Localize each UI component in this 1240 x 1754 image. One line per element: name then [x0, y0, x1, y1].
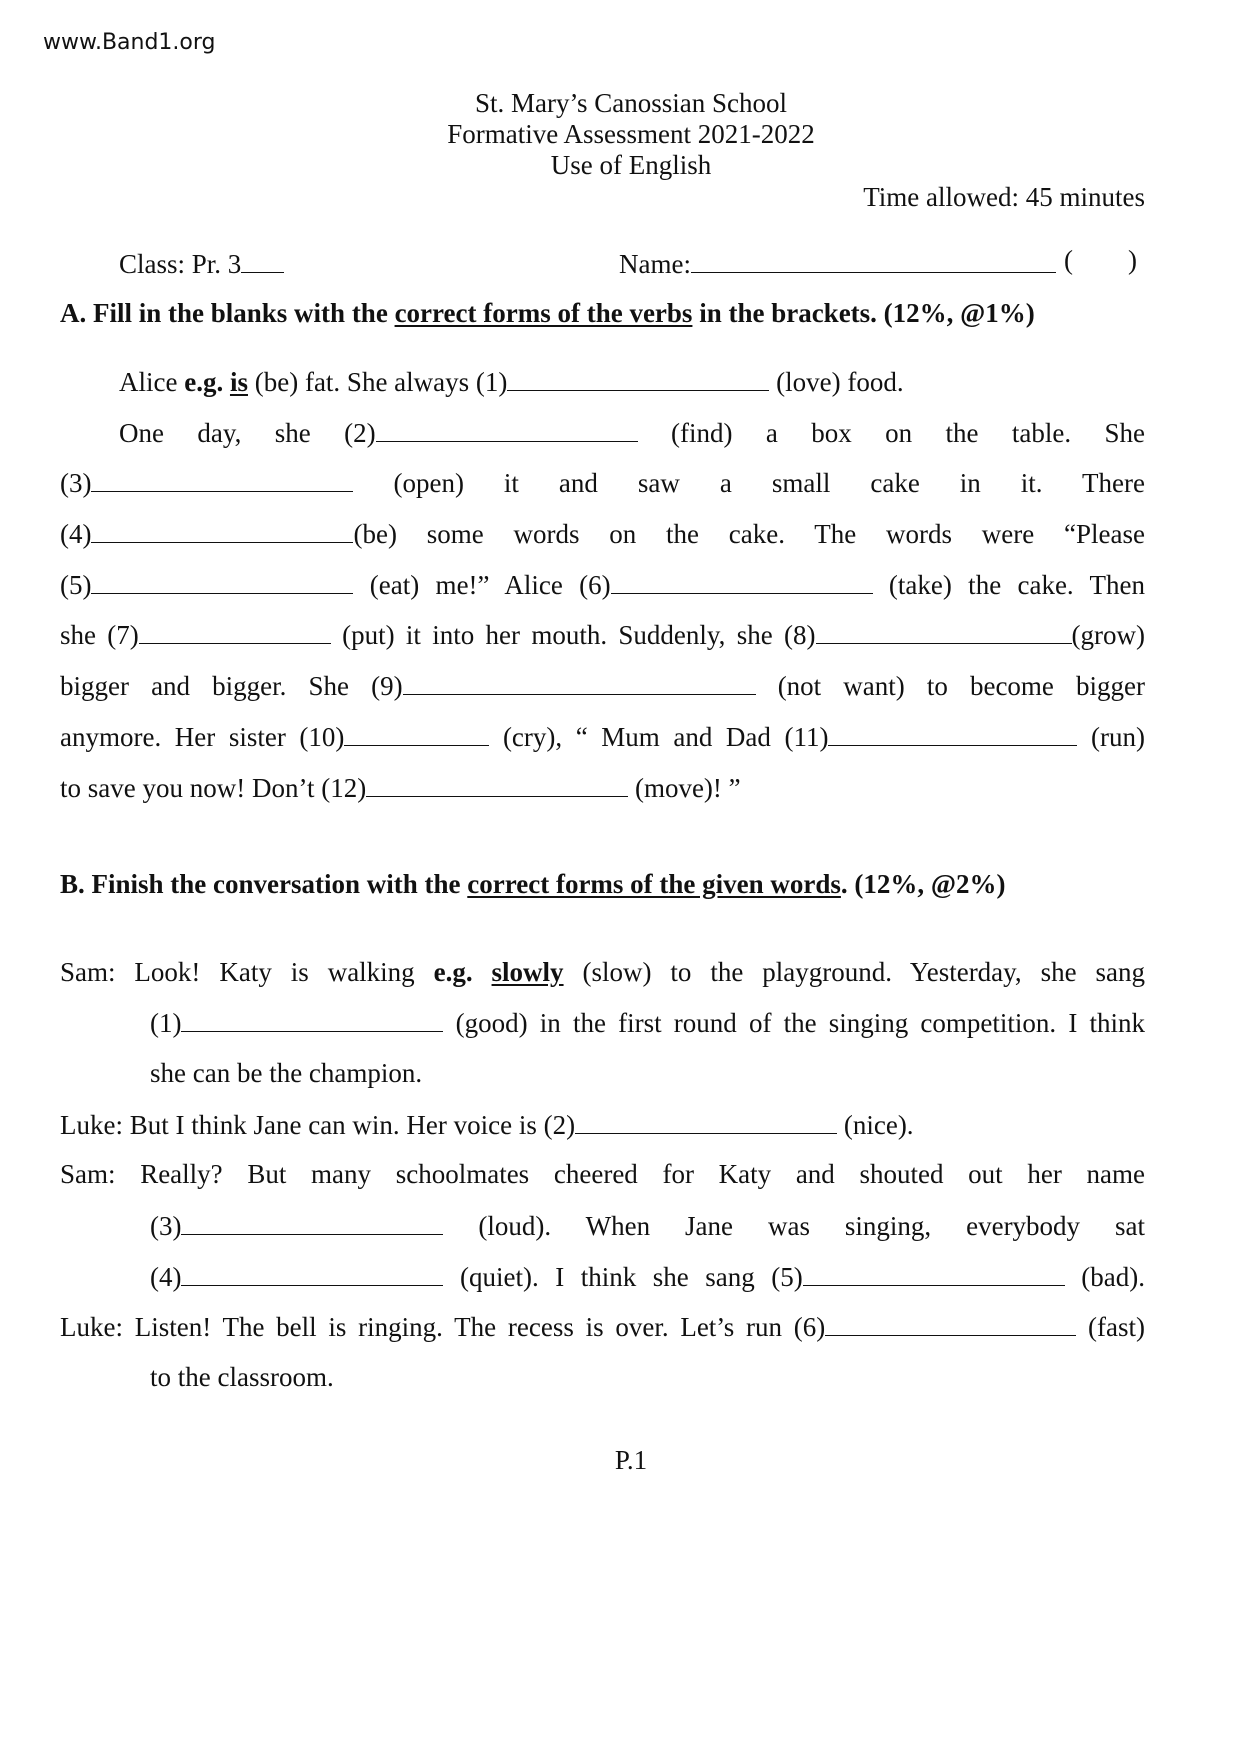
text [223, 367, 230, 397]
text: (move)! ” [628, 773, 741, 803]
text: (open) it and saw a small cake in it. There [353, 468, 1145, 498]
class-blank[interactable] [241, 245, 284, 273]
text: (4) [60, 519, 92, 549]
assessment-title: Formative Assessment 2021-2022 [447, 119, 815, 149]
text: (love) food. [776, 367, 904, 397]
b-line-2 [150, 1004, 1145, 1040]
text: to save you now! Don’t (12) [60, 773, 367, 803]
answer-blank-b6[interactable] [825, 1308, 1076, 1336]
example-answer: slowly [491, 957, 564, 987]
text: (3) [60, 468, 92, 498]
name-field [619, 245, 1056, 280]
text: Sam: Really? But many schoolmates cheered for Katy and shouted out her name [60, 1159, 1145, 1189]
b-line-1 [60, 954, 1145, 990]
text: Luke: But I think Jane can win. Her voice is (2) [60, 1110, 576, 1140]
a-line-2 [119, 414, 1145, 450]
text: (put) it into her mouth. Suddenly, she (8) [330, 620, 816, 650]
b-line-6 [150, 1207, 1145, 1243]
class-field [119, 245, 284, 280]
answer-blank-a3[interactable] [91, 464, 353, 492]
a-line-9 [60, 769, 741, 805]
school-name: St. Mary’s Canossian School [474, 88, 787, 118]
answer-blank-a9[interactable] [403, 667, 756, 695]
answer-blank-b5[interactable] [803, 1258, 1065, 1286]
a-line-6 [60, 616, 1145, 652]
answer-blank-b1[interactable] [181, 1004, 443, 1032]
text: Alice [119, 367, 185, 397]
text: Luke: Listen! The bell is ringing. The recess is over. Let’s run (6) [60, 1312, 826, 1342]
heading-text: A. Fill in the blanks with the [60, 298, 395, 328]
answer-blank-a5[interactable] [91, 566, 353, 594]
answer-blank-a2[interactable] [376, 414, 638, 442]
text: (nice). [837, 1110, 914, 1140]
text: One day, she (2) [119, 418, 376, 448]
text: (not want) to become bigger [755, 671, 1145, 701]
b-line-5 [60, 1156, 1145, 1192]
heading-text: . (12%, @2%) [840, 869, 1006, 899]
text: to the classroom. [150, 1362, 334, 1392]
text: (3) [150, 1211, 182, 1241]
a-line-1 [119, 363, 904, 399]
class-number-paren-close: ) [1128, 245, 1137, 275]
text: (1) [150, 1008, 182, 1038]
heading-emphasis: correct forms of the verbs [394, 298, 693, 328]
text: (5) [60, 570, 92, 600]
heading-emphasis: correct forms of the given words [467, 869, 841, 899]
text: anymore. Her sister (10) [60, 722, 345, 752]
text: Sam: Look! Katy is walking [60, 957, 434, 987]
text: (eat) me!” Alice (6) [353, 570, 611, 600]
text [473, 957, 492, 987]
text: bigger and bigger. She (9) [60, 671, 403, 701]
text: (loud). When Jane was singing, everybody sat [443, 1211, 1145, 1241]
watermark-site: www.Band1.org [43, 30, 216, 55]
text: (take) the cake. Then [872, 570, 1145, 600]
answer-blank-a7[interactable] [139, 616, 331, 644]
answer-blank-a12[interactable] [366, 769, 628, 797]
answer-blank-a11[interactable] [828, 718, 1077, 746]
answer-blank-a8[interactable] [816, 616, 1072, 644]
text: (find) a box on the table. She [637, 418, 1145, 448]
text: (run) [1077, 722, 1145, 752]
subject-title: Use of English [550, 150, 712, 180]
a-line-7 [60, 667, 1145, 703]
example-answer: is [229, 367, 248, 397]
text: (quiet). I think she sang (5) [443, 1262, 803, 1292]
answer-blank-a4[interactable] [91, 515, 353, 543]
b-line-7 [150, 1258, 1145, 1294]
example-label: e.g. [433, 957, 473, 987]
b-line-9 [150, 1359, 334, 1395]
text: (4) [150, 1262, 182, 1292]
page-number: P.1 [614, 1445, 648, 1475]
a-line-3 [60, 464, 1145, 500]
text: (be) some words on the cake. The words were “Please [353, 519, 1145, 549]
time-allowed: Time allowed: 45 minutes [863, 182, 1145, 212]
answer-blank-b4[interactable] [181, 1258, 443, 1286]
heading-text: B. Finish the conversation with the [60, 869, 468, 899]
class-label: Class: Pr. 3 [119, 249, 242, 279]
section-a-heading [60, 298, 1035, 329]
text: (cry), “ Mum and Dad (11) [489, 722, 829, 752]
b-line-4 [60, 1106, 914, 1142]
a-line-4 [60, 515, 1145, 551]
answer-blank-a6[interactable] [611, 566, 873, 594]
a-line-5 [60, 566, 1145, 602]
text: (slow) to the playground. Yesterday, she sang [563, 957, 1146, 987]
heading-text: in the brackets. (12%, @1%) [692, 298, 1035, 328]
name-blank[interactable] [691, 245, 1056, 273]
a-line-8 [60, 718, 1145, 754]
text: (bad). [1064, 1262, 1145, 1292]
answer-blank-a10[interactable] [344, 718, 489, 746]
text: (good) in the first round of the singing competition. I think [443, 1008, 1145, 1038]
text: (grow) [1071, 620, 1145, 650]
text: she (7) [60, 620, 139, 650]
section-b-heading [60, 869, 1006, 900]
b-line-8 [60, 1308, 1145, 1344]
text: (be) fat. She always (1) [247, 367, 508, 397]
text: she can be the champion. [150, 1058, 423, 1088]
text: (fast) [1076, 1312, 1145, 1342]
b-line-3 [150, 1055, 422, 1091]
class-number-paren-open: ( [1064, 245, 1073, 275]
answer-blank-b3[interactable] [181, 1207, 443, 1235]
example-label: e.g. [184, 367, 224, 397]
name-label: Name: [619, 249, 691, 279]
answer-blank-b2[interactable] [575, 1106, 837, 1134]
answer-blank-a1[interactable] [507, 363, 769, 391]
